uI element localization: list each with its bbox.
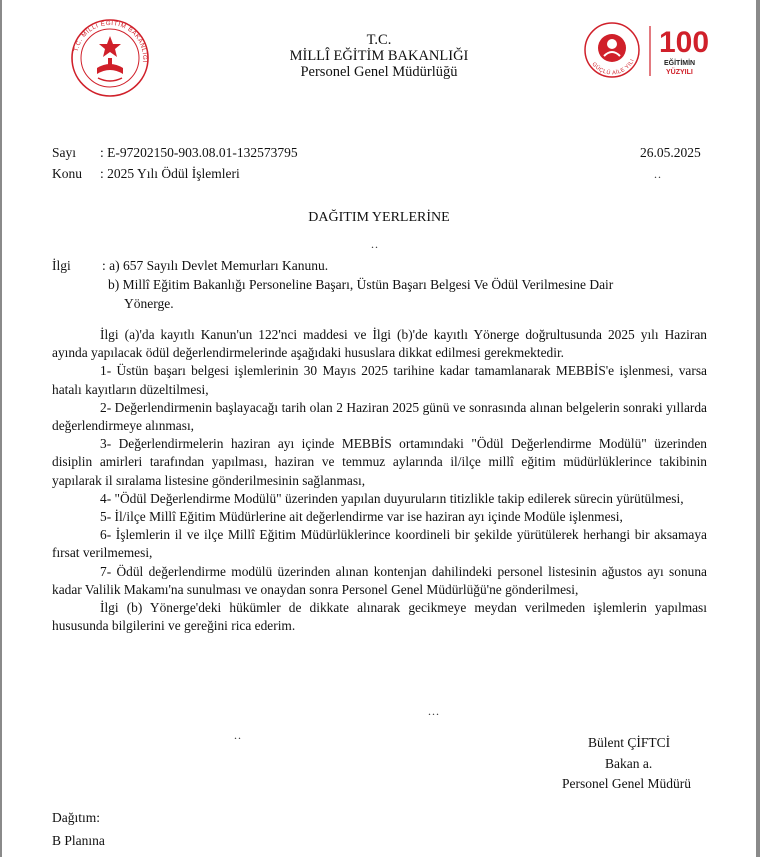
konu-label: Konu (52, 166, 82, 181)
body-paragraph: 7- Ödül değerlendirme modülü üzerinden alınan kontenjan dahilindeki personel listesinin ağustos ayı sonuna kadar Valilik Makamı'na sunulması ve onaydan sonra Personel Genel Müdürlüğü'ne gönderilmesi, (52, 563, 707, 597)
ilgi-item-b: b) Millî Eğitim Bakanlığı Personeline Başarı, Üstün Başarı Belgesi Ve Ödül Verilmesine Dair (108, 277, 614, 292)
body-paragraph: İlgi (b) Yönerge'deki hükümler de dikkate alınarak gecikmeye meydan verilmeden işlemlerin yapılması hususunda bilgilerini ve gereğini rica ederim. (52, 600, 707, 634)
svg-text:T.C. MİLLÎ EĞİTİM BAKANLIĞI: T.C. MİLLÎ EĞİTİM BAKANLIĞI (72, 19, 149, 64)
body-paragraph: 4- "Ödül Değerlendirme Modülü" üzerinden yapılan duyuruların titizlikle takip edilerek sürecin yürütülmesi, (100, 490, 684, 506)
reference-number-row (52, 145, 298, 161)
sayi-value: : E-97202150-903.08.01-132573795 (100, 145, 298, 160)
family-year-logo (585, 23, 639, 77)
svg-text:GÜÇLÜ AİLE YILI: GÜÇLÜ AİLE YILI (590, 58, 636, 77)
svg-text:YÜZYILI: YÜZYILI (666, 69, 693, 76)
svg-text:100: 100 (659, 26, 710, 59)
dots-marker: .. (371, 237, 379, 251)
body-paragraph: 3- Değerlendirmelerin haziran ayı içinde MEBBİS ortamındaki "Ödül Değerlendirme Modülü" üzerinden disiplin amirleri tarafından yapılması, haziran ve temmuz aylarında il/ilçe millî eğitim müdürlüklerince takibinin yapılarak il sıralama listesine gönderilmesinin sağlanması, (52, 436, 707, 488)
sayi-label: Sayı (52, 145, 77, 160)
campaign-logos (582, 20, 712, 84)
header-ministry: MİLLÎ EĞİTİM BAKANLIĞI (289, 48, 469, 64)
dots-marker: .. (234, 728, 242, 742)
document-page (2, 0, 756, 857)
letter-body (52, 326, 707, 635)
ilgi-item-a: : a) 657 Sayılı Devlet Memurları Kanunu. (102, 258, 329, 273)
signatory-position: Personel Genel Müdürü (562, 776, 691, 791)
distribution-label: Dağıtım: (52, 810, 100, 825)
signatory-title: Bakan a. (605, 756, 653, 771)
svg-text:EĞİTİMİN: EĞİTİMİN (664, 60, 696, 67)
ilgi-item-b-continued: Yönerge. (124, 296, 174, 311)
konu-value: : 2025 Yılı Ödül İşlemleri (100, 166, 240, 181)
body-paragraph: 2- Değerlendirmenin başlayacağı tarih olan 2 Haziran 2025 günü ve sonrasında alınan belgelerin sonraki yıllarda değerlendirmeye alınması, (52, 399, 707, 434)
document-date: 26.05.2025 (640, 145, 701, 160)
signatory-name: Bülent ÇİFTCİ (588, 735, 671, 750)
dots-marker: ... (428, 704, 440, 718)
ilgi-label: İlgi (52, 258, 71, 273)
education-century-logo (659, 26, 709, 76)
body-paragraph: İlgi (a)'da kayıtlı Kanun'un 122'nci maddesi ve İlgi (b)'de kayıtlı Yönerge doğrultusunda 2025 yılı Haziran ayında yapılacak ödül değerlendirmelerinde aşağıdaki hususlara dikkat edilmesi gerekmektedir. (52, 327, 707, 361)
body-paragraph: 6- İşlemlerin il ve ilçe Millî Eğitim Müdürlüklerince koordineli bir şekilde yürütülerek herhangi bir aksamaya fırsat verilmemesi, (52, 527, 707, 561)
body-paragraph: 1- Üstün başarı belgesi işlemlerinin 30 Mayıs 2025 tarihine kadar tamamlanarak MEBBİS'e işlenmesi, varsa hatalı kayıtların düzeltilmesi, (52, 363, 707, 397)
distribution-item: B Planına (52, 833, 105, 848)
body-paragraph: 5- İl/ilçe Millî Eğitim Müdürlerine ait değerlendirme var ise haziran ayı içinde Modüle işlenmesi, (100, 509, 623, 525)
header-department: Personel Genel Müdürlüğü (300, 64, 458, 80)
subject-row (52, 166, 240, 182)
header-country: T.C. (366, 32, 392, 48)
addressee-title: DAĞITIM YERLERİNE (308, 210, 450, 225)
dots-marker: .. (654, 167, 662, 181)
